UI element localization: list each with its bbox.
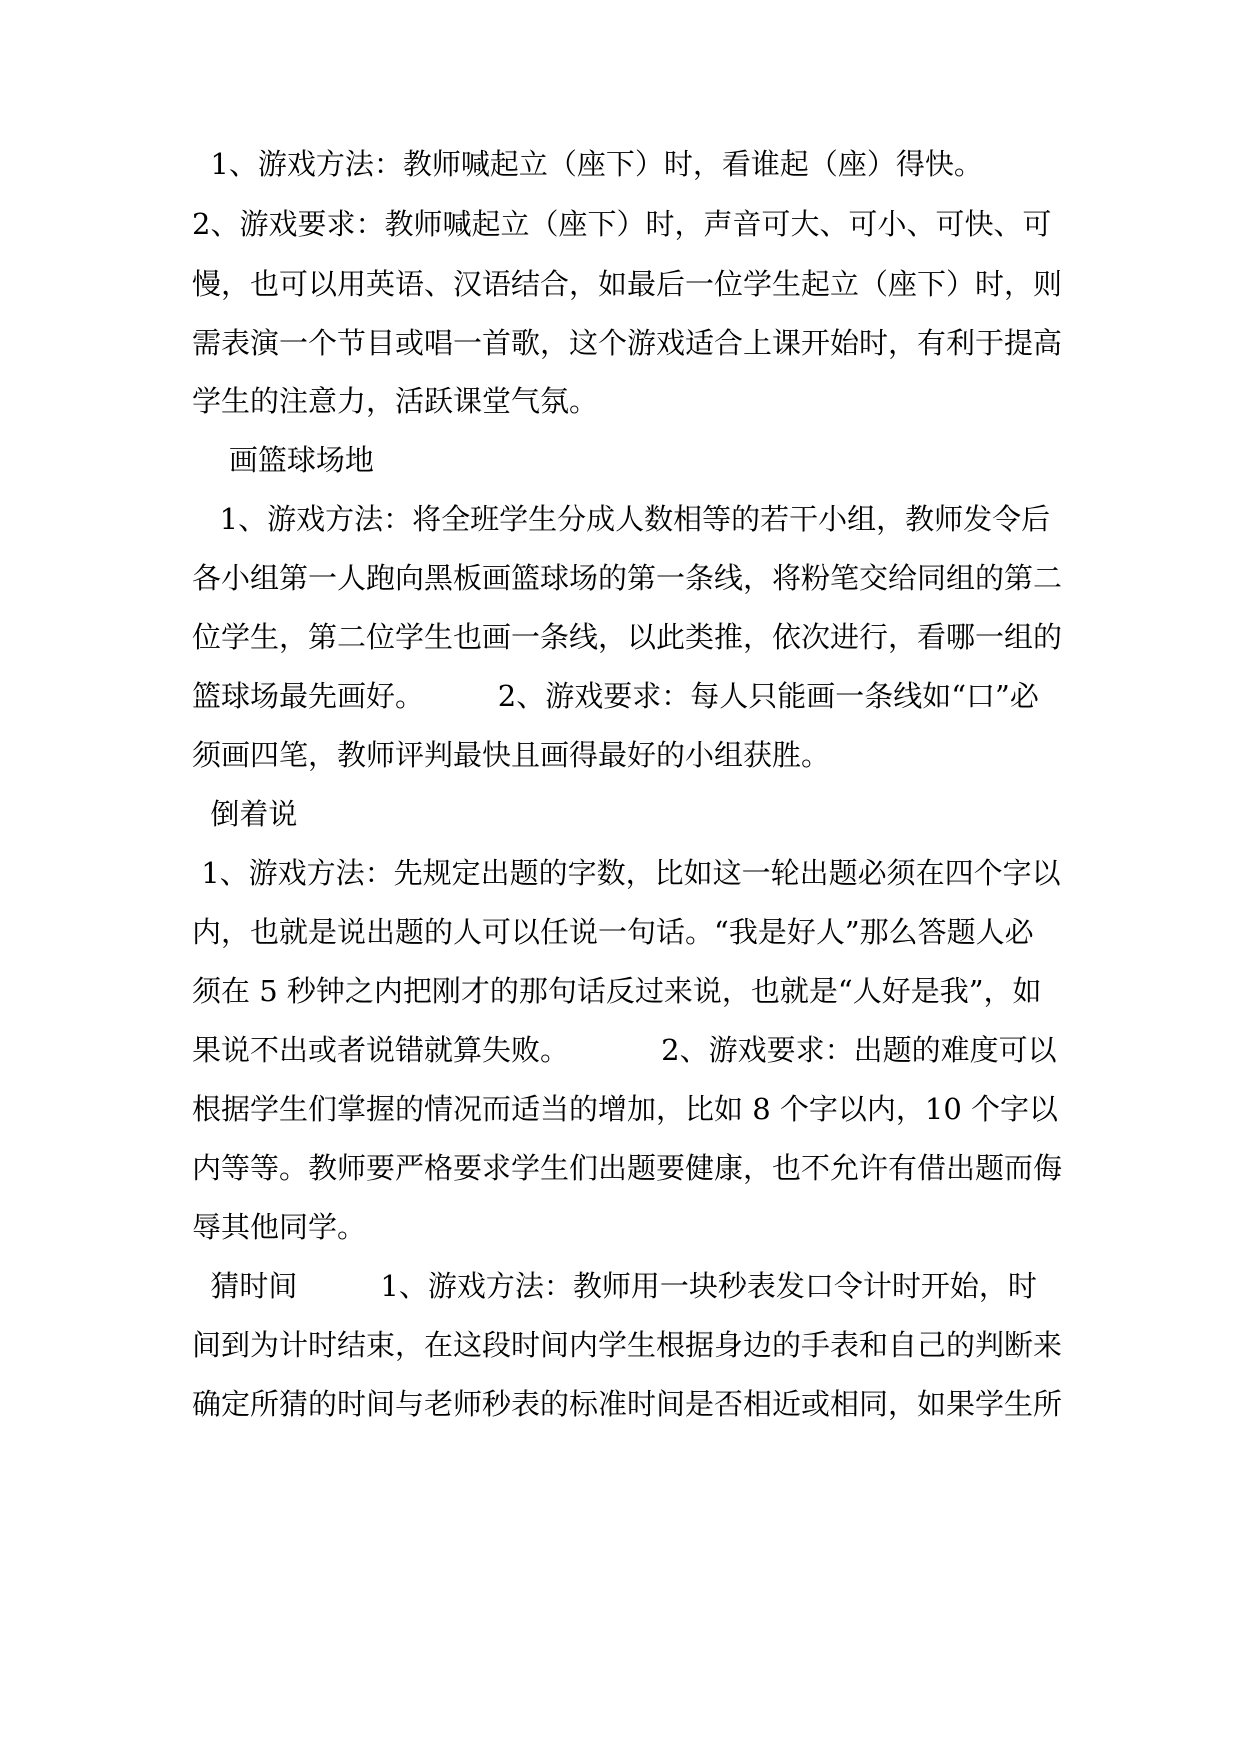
section-heading: 画篮球场地 xyxy=(192,443,374,477)
section-heading: 倒着说 xyxy=(192,797,298,831)
text-line: 1、游戏方法：先规定出题的字数，比如这一轮出题必须在四个字以 xyxy=(192,856,1061,890)
text-line: 猜时间 1、游戏方法：教师用一块秒表发口令计时开始，时 xyxy=(192,1269,1037,1303)
text-line: 2、游戏要求：教师喊起立（座下）时，声音可大、可小、可快、可 xyxy=(192,207,1052,241)
text-line: 慢，也可以用英语、汉语结合，如最后一位学生起立（座下）时，则 xyxy=(192,267,1063,301)
text-line: 须画四笔，教师评判最快且画得最好的小组获胜。 xyxy=(192,738,831,772)
text-line: 篮球场最先画好。 2、游戏要求：每人只能画一条线如“口”必 xyxy=(192,679,1039,713)
text-line: 需表演一个节目或唱一首歌，这个游戏适合上课开始时，有利于提高 xyxy=(192,326,1063,360)
text-line: 确定所猜的时间与老师秒表的标准时间是否相近或相同，如果学生所 xyxy=(192,1387,1063,1421)
text-line: 1、游戏方法：教师喊起立（座下）时，看谁起（座）得快。 xyxy=(192,147,983,181)
text-line: 根据学生们掌握的情况而适当的增加，比如 8 个字以内，10 个字以 xyxy=(192,1092,1059,1126)
text-line: 辱其他同学。 xyxy=(192,1210,367,1244)
text-line: 各小组第一人跑向黑板画篮球场的第一条线，将粉笔交给同组的第二 xyxy=(192,561,1063,595)
text-line: 内，也就是说出题的人可以任说一句话。“我是好人”那么答题人必 xyxy=(192,915,1034,949)
text-line: 须在 5 秒钟之内把刚才的那句话反过来说，也就是“人好是我”，如 xyxy=(192,974,1042,1008)
text-line: 果说不出或者说错就算失败。 2、游戏要求：出题的难度可以 xyxy=(192,1033,1057,1067)
text-line: 位学生，第二位学生也画一条线，以此类推，依次进行，看哪一组的 xyxy=(192,620,1063,654)
text-line: 内等等。教师要严格要求学生们出题要健康，也不允许有借出题而侮 xyxy=(192,1151,1063,1185)
text-line: 间到为计时结束，在这段时间内学生根据身边的手表和自己的判断来 xyxy=(192,1328,1063,1362)
text-line: 1、游戏方法：将全班学生分成人数相等的若干小组，教师发令后 xyxy=(192,502,1051,536)
text-line: 学生的注意力，活跃课堂气氛。 xyxy=(192,384,599,418)
